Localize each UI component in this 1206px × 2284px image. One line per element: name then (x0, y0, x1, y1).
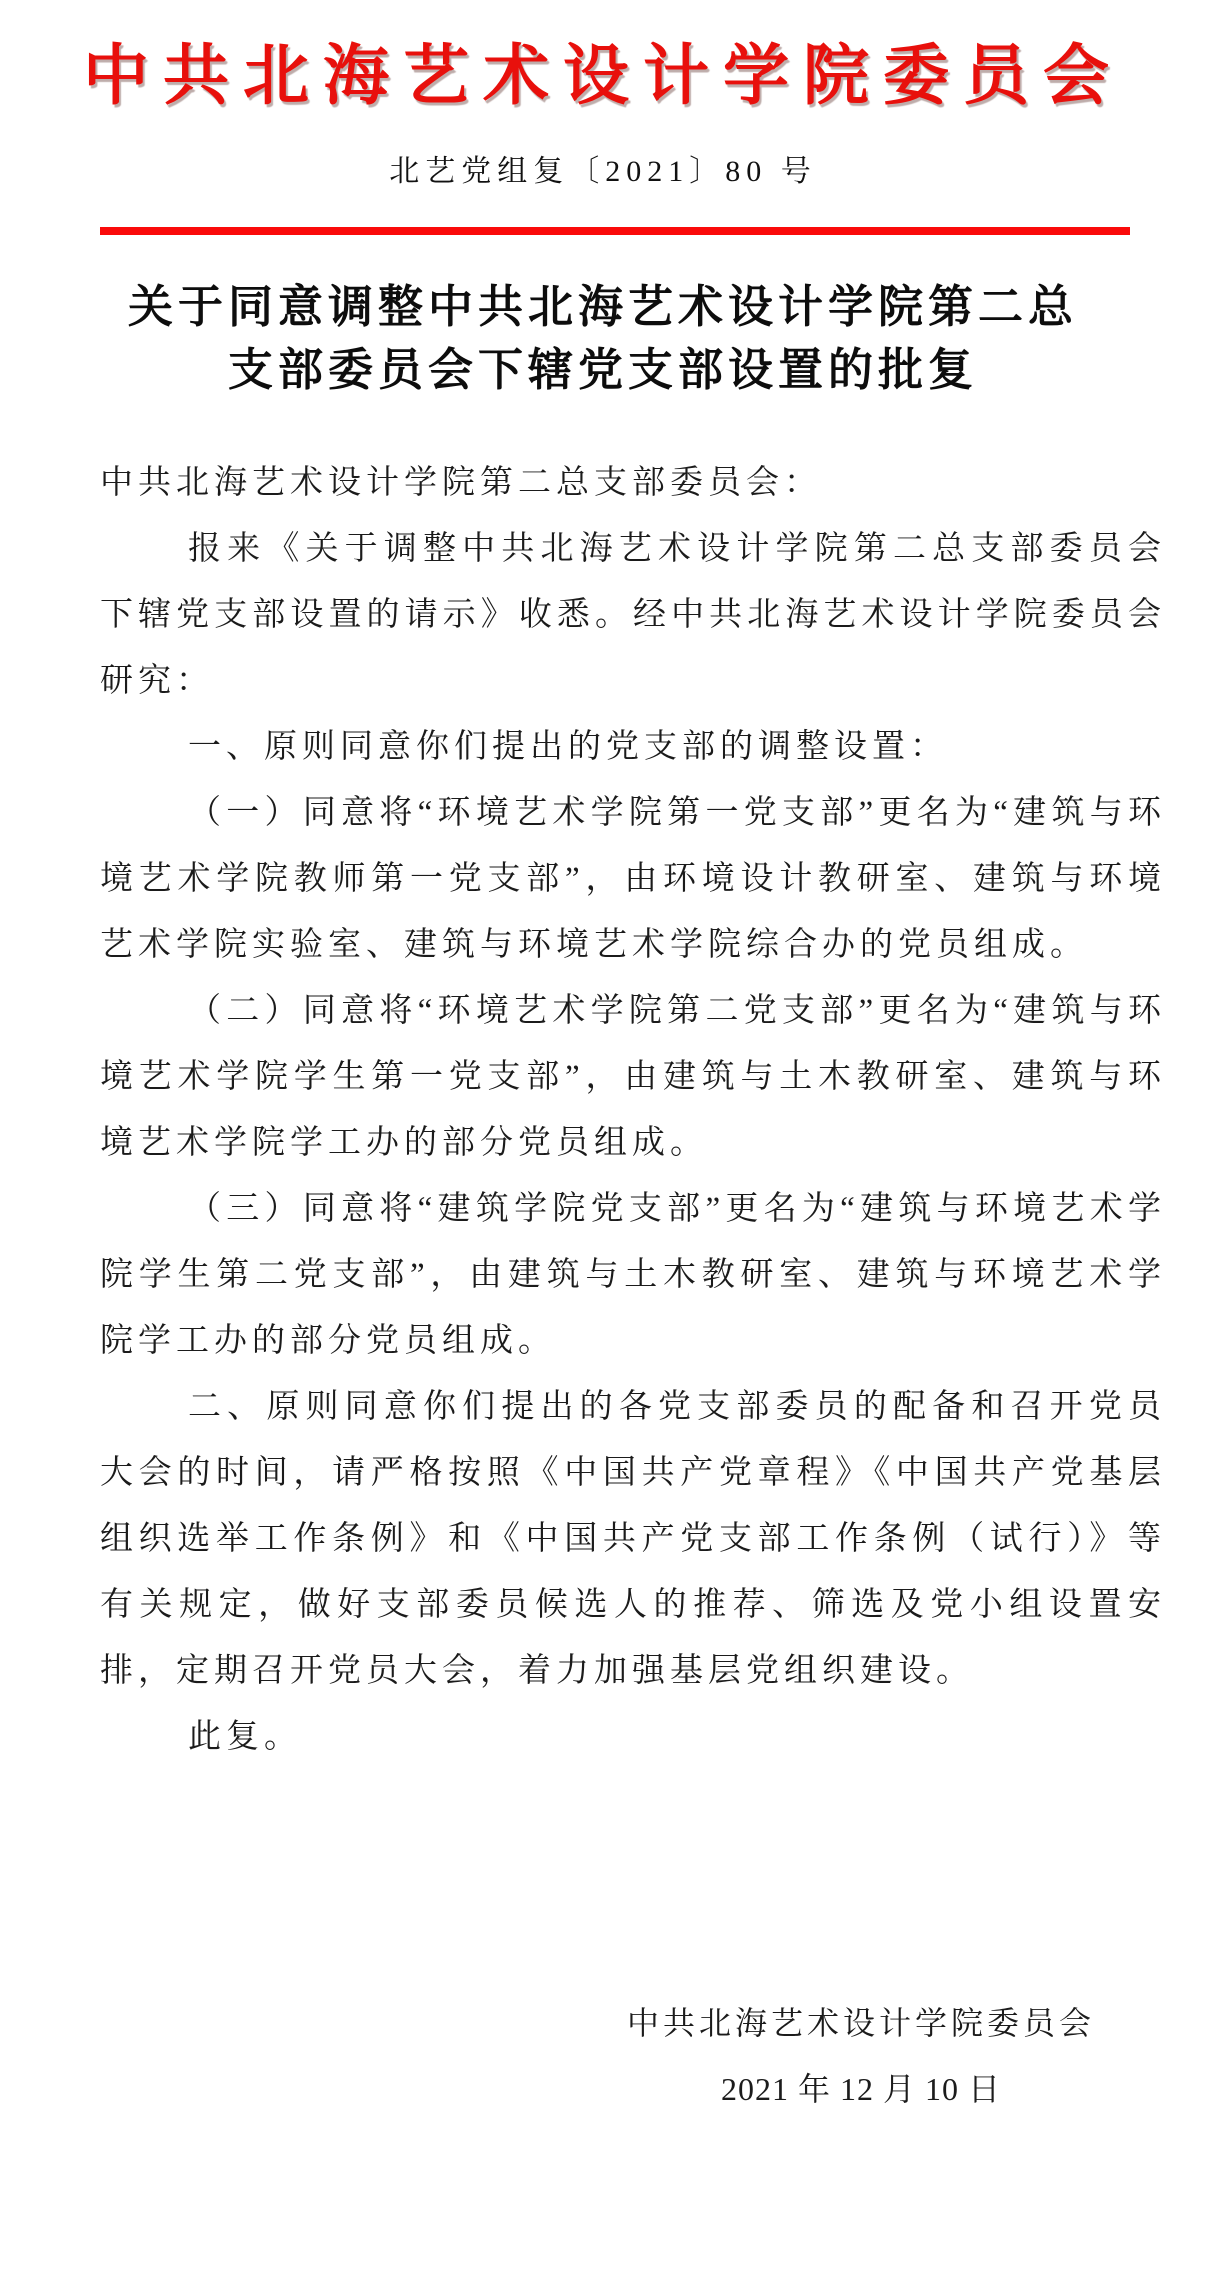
document-title (0, 276, 1206, 402)
document-number: 北艺党组复〔2021〕80 号 (389, 155, 817, 188)
addressee-line: 中共北海艺术设计学院第二总支部委员会： (100, 465, 822, 501)
letterhead-divider-rule (100, 227, 1130, 235)
closing-line: 此复。 (188, 1719, 302, 1755)
body-paragraph: 二、原则同意你们提出的各党支部委员的配备和召开党员大会的时间，请严格按照《中国共产党章程》《中国共产党基层组织选举工作条例》和《中国共产党支部工作条例（试行）》等有关规定，做好支部委员候选人的推荐、筛选及党小组设置安排，定期召开党员大会，着力加强基层党组织建设。 (100, 1389, 1166, 1689)
signature-date: 2021 年 12 月 10 日 (720, 2071, 1001, 2107)
document-title-text: 关于同意调整中共北海艺术设计学院第二总支部委员会下辖党支部设置的批复 (127, 282, 1078, 395)
body-paragraph: 报来《关于调整中共北海艺术设计学院第二总支部委员会下辖党支部设置的请示》收悉。经中共北海艺术设计学院委员会研究： (100, 531, 1166, 699)
signature-org: 中共北海艺术设计学院委员会 (626, 2005, 1095, 2041)
signature-block (627, 1990, 1095, 2122)
body-paragraph: （二）同意将“环境艺术学院第二党支部”更名为“建筑与环境艺术学院学生第一党支部”，由建筑与土木教研室、建筑与环境艺术学院学工办的部分党员组成。 (100, 993, 1166, 1161)
body-paragraph: （三）同意将“建筑学院党支部”更名为“建筑与环境艺术学院学生第二党支部”，由建筑与土木教研室、建筑与环境艺术学院学工办的部分党员组成。 (100, 1191, 1166, 1359)
body-paragraph: （一）同意将“环境艺术学院第一党支部”更名为“建筑与环境艺术学院教师第一党支部”，由环境设计教研室、建筑与环境艺术学院实验室、建筑与环境艺术学院综合办的党员组成。 (100, 795, 1166, 963)
letterhead-org-title: 中共北海艺术设计学院委员会 (83, 40, 1123, 113)
document-body (100, 450, 1166, 1770)
body-paragraph: 一、原则同意你们提出的党支部的调整设置： (188, 729, 948, 765)
